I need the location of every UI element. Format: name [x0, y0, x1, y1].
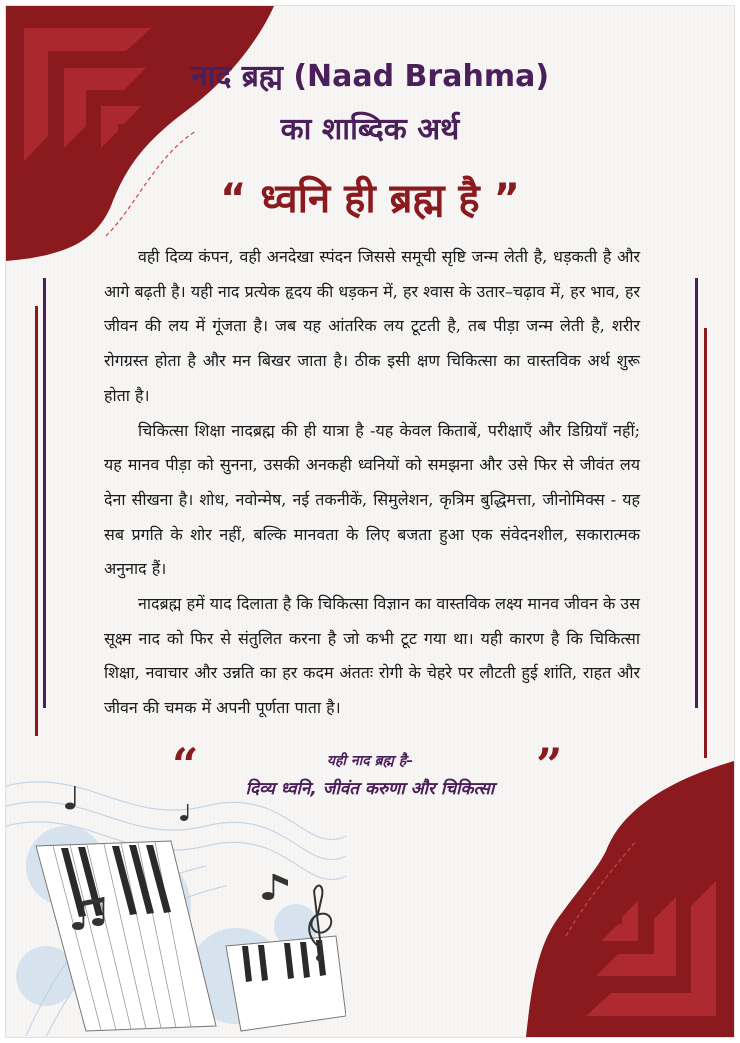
heading-line-2: का शाब्दिक अर्थ: [280, 112, 460, 147]
tagline-line-2: दिव्य ध्वनि, जीवंत करुणा और चिकित्सा: [245, 779, 495, 799]
body-text: [104, 240, 640, 726]
poster: [6, 6, 734, 1037]
right-divider-line-red: [704, 328, 707, 758]
right-divider-line-purple: [695, 278, 698, 708]
tagline-close-quote: ”: [536, 738, 563, 792]
left-divider-line-purple: [43, 278, 46, 708]
heading-line-1: नाद ब्रह्म (Naad Brahma): [190, 59, 550, 94]
tagline-open-quote: “: [172, 738, 199, 792]
tagline-line-1: यही नाद ब्रह्म है–: [326, 753, 414, 769]
heading-quote: “ ध्वनि ही ब्रह्म है ”: [220, 176, 520, 222]
left-divider-line-red: [35, 306, 38, 736]
bottom-right-corner-decoration: [526, 761, 734, 1037]
paragraph-1: वही दिव्य कंपन, वही अनदेखा स्पंदन जिससे समूची सृष्टि जन्म लेती है, धड़कती है और आगे बढ़ती है। यही नाद प्रत्येक हृदय की धड़कन में, हर श्वास के उतार–चढ़ाव में, हर भाव, हर जीवन की लय में गूंजता है। जब यह आंतरिक लय टूटती है, तब पीड़ा जन्म लेती है, शरीर रोगग्रस्त होता है और मन बिखर जाता है। ठीक इसी क्षण चिकित्सा का वास्तविक अर्थ शुरू होता है।: [104, 247, 640, 405]
paragraph-3: नादब्रह्म हमें याद दिलाता है कि चिकित्सा विज्ञान का वास्तविक लक्ष्य मानव जीवन के उस सूक्ष्म नाद को फिर से संतुलित करना है जो कभी टूट गया था। यही कारण है कि चिकित्सा शिक्षा, नवाचार और उन्नति का हर कदम अंततः रोगी के चेहरे पर लौटती हुई शांति, राहत और जीवन की चमक में अपनी पूर्णता पाता है।: [104, 594, 640, 718]
paragraph-2: चिकित्सा शिक्षा नादब्रह्म की ही यात्रा है -यह केवल किताबें, परीक्षाएँ और डिग्रियाँ नहीं; यह मानव पीड़ा को सुनना, उसकी अनकही ध्वनियों को समझना और उसे फिर से जीवंत लय देना सीखना है। शोध, नवोन्मेष, नई तकनीकें, सिमुलेशन, कृत्रिम बुद्धिमत्ता, जीनोमिक्स - यह सब प्रगति के शोर नहीं, बल्कि मानवता के लिए बजता हुआ एक संवेदनशील, सकारात्मक अनुनाद हैं।: [104, 420, 640, 579]
